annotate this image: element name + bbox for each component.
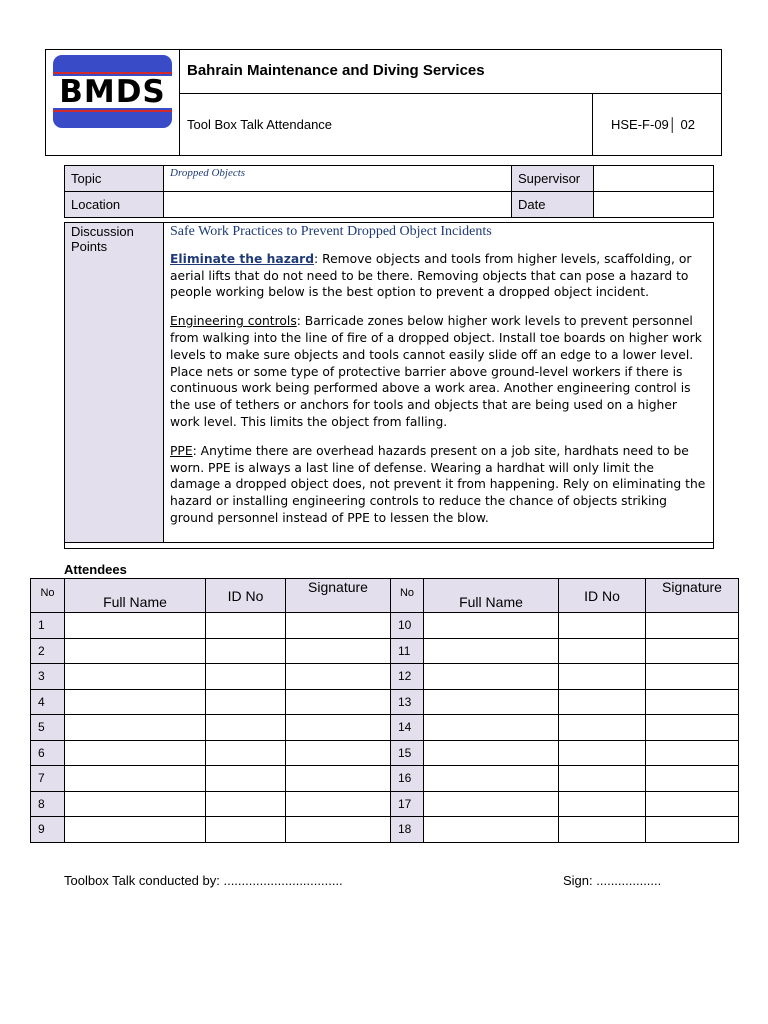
table-row bbox=[31, 740, 739, 766]
discussion-body bbox=[170, 224, 708, 539]
signature-cell[interactable] bbox=[646, 689, 739, 715]
topic-value[interactable]: Dropped Objects bbox=[164, 166, 512, 192]
header-id-no: ID No bbox=[559, 579, 646, 613]
table-row bbox=[31, 791, 739, 817]
row-number: 9 bbox=[31, 817, 65, 843]
row-number: 16 bbox=[391, 766, 424, 792]
id-no-cell[interactable] bbox=[206, 766, 286, 792]
logo-text: BMDS bbox=[59, 74, 166, 110]
full-name-cell[interactable] bbox=[65, 740, 206, 766]
signature-cell[interactable] bbox=[646, 613, 739, 639]
table-row bbox=[31, 715, 739, 741]
form-code: HSE-F-09│ 02 bbox=[611, 117, 695, 132]
id-no-cell[interactable] bbox=[206, 638, 286, 664]
discussion-section-ppe bbox=[170, 443, 708, 527]
header-full-name: Full Name bbox=[65, 579, 206, 613]
full-name-cell[interactable] bbox=[424, 689, 559, 715]
full-name-cell[interactable] bbox=[424, 613, 559, 639]
row-number: 10 bbox=[391, 613, 424, 639]
id-no-cell[interactable] bbox=[559, 689, 646, 715]
row-number: 17 bbox=[391, 791, 424, 817]
topic-info-table bbox=[64, 165, 714, 218]
full-name-cell[interactable] bbox=[65, 638, 206, 664]
section-heading: Engineering controls bbox=[170, 314, 297, 329]
row-number: 4 bbox=[31, 689, 65, 715]
id-no-cell[interactable] bbox=[559, 613, 646, 639]
signature-cell[interactable] bbox=[286, 638, 391, 664]
signature-cell[interactable] bbox=[286, 613, 391, 639]
full-name-cell[interactable] bbox=[424, 817, 559, 843]
row-number: 5 bbox=[31, 715, 65, 741]
signature-cell[interactable] bbox=[286, 817, 391, 843]
full-name-cell[interactable] bbox=[65, 766, 206, 792]
signature-cell[interactable] bbox=[646, 740, 739, 766]
row-number: 15 bbox=[391, 740, 424, 766]
header-id-no: ID No bbox=[206, 579, 286, 613]
section-text: : Anytime there are overhead hazards present on a job site, hardhats need to be worn. PPE is always a last line of defense. Wearing a hardhat will only limit the damage a dropped object does, not prevent it from happening. Rely on eliminating the hazard or installing engineering controls to reduce the chance of objects striking ground personnel instead of PPE to lessen the blow. bbox=[170, 443, 706, 525]
table-row bbox=[31, 638, 739, 664]
table-row bbox=[31, 689, 739, 715]
id-no-cell[interactable] bbox=[559, 791, 646, 817]
signature-cell[interactable] bbox=[286, 766, 391, 792]
location-value[interactable] bbox=[164, 192, 512, 218]
header-no: No bbox=[31, 579, 65, 613]
section-text: : Remove objects and tools from higher levels, scaffolding, or aerial lifts that do not need to be there. Removing objects that can pose a hazard to people working below is the best option to prevent a dropped object incident. bbox=[170, 251, 692, 300]
full-name-cell[interactable] bbox=[65, 613, 206, 639]
id-no-cell[interactable] bbox=[206, 791, 286, 817]
discussion-box bbox=[64, 222, 714, 549]
row-number: 12 bbox=[391, 664, 424, 690]
signature-cell[interactable] bbox=[286, 664, 391, 690]
signature-cell[interactable] bbox=[286, 689, 391, 715]
row-number: 3 bbox=[31, 664, 65, 690]
signature-cell[interactable] bbox=[646, 715, 739, 741]
id-no-cell[interactable] bbox=[559, 817, 646, 843]
id-no-cell[interactable] bbox=[559, 740, 646, 766]
header-signature: Signature bbox=[646, 579, 739, 613]
table-row bbox=[31, 664, 739, 690]
row-number: 8 bbox=[31, 791, 65, 817]
signature-cell[interactable] bbox=[646, 664, 739, 690]
attendees-title: Attendees bbox=[64, 562, 127, 577]
topic-label: Topic bbox=[65, 166, 164, 192]
header-no: No bbox=[391, 579, 424, 613]
full-name-cell[interactable] bbox=[424, 766, 559, 792]
full-name-cell[interactable] bbox=[65, 664, 206, 690]
supervisor-value[interactable] bbox=[594, 166, 714, 192]
section-text: : Barricade zones below higher work levels to prevent personnel from walking into the line of fire of a dropped object. Install toe boards on higher work levels to make sure objects and tools cannot easily slide off an edge to a lower level. Place nets or some type of protective barrier above ground-level workers if there is continuous work being performed above a work area. Another engineering control is the use of tethers or anchors for tools and objects that are being used on a higher work level. This limits the object from falling. bbox=[170, 314, 702, 429]
id-no-cell[interactable] bbox=[559, 638, 646, 664]
full-name-cell[interactable] bbox=[424, 740, 559, 766]
full-name-cell[interactable] bbox=[424, 638, 559, 664]
sign-line[interactable]: Sign: .................. bbox=[563, 873, 662, 888]
form-header bbox=[45, 49, 722, 156]
table-row bbox=[31, 766, 739, 792]
discussion-section-eliminate bbox=[170, 251, 708, 301]
row-number: 1 bbox=[31, 613, 65, 639]
id-no-cell[interactable] bbox=[559, 715, 646, 741]
signature-cell[interactable] bbox=[646, 766, 739, 792]
full-name-cell[interactable] bbox=[424, 715, 559, 741]
attendees-header-row bbox=[31, 579, 739, 613]
id-no-cell[interactable] bbox=[206, 715, 286, 741]
id-no-cell[interactable] bbox=[206, 613, 286, 639]
signature-cell[interactable] bbox=[286, 715, 391, 741]
full-name-cell[interactable] bbox=[65, 817, 206, 843]
signature-cell[interactable] bbox=[286, 740, 391, 766]
company-logo bbox=[53, 55, 172, 128]
row-number: 2 bbox=[31, 638, 65, 664]
company-name-cell bbox=[180, 50, 721, 94]
id-no-cell[interactable] bbox=[206, 740, 286, 766]
supervisor-label: Supervisor bbox=[512, 166, 594, 192]
form-title: Tool Box Talk Attendance bbox=[187, 117, 333, 132]
full-name-cell[interactable] bbox=[424, 791, 559, 817]
row-number: 18 bbox=[391, 817, 424, 843]
discussion-label: Discussion Points bbox=[65, 223, 164, 542]
row-number: 7 bbox=[31, 766, 65, 792]
id-no-cell[interactable] bbox=[206, 664, 286, 690]
id-no-cell[interactable] bbox=[206, 817, 286, 843]
row-number: 14 bbox=[391, 715, 424, 741]
signature-cell[interactable] bbox=[646, 791, 739, 817]
form-title-cell bbox=[180, 94, 593, 155]
full-name-cell[interactable] bbox=[424, 664, 559, 690]
form-code-cell bbox=[593, 94, 721, 155]
header-full-name: Full Name bbox=[424, 579, 559, 613]
row-number: 13 bbox=[391, 689, 424, 715]
full-name-cell[interactable] bbox=[65, 689, 206, 715]
full-name-cell[interactable] bbox=[65, 791, 206, 817]
id-no-cell[interactable] bbox=[559, 766, 646, 792]
attendees-table bbox=[30, 578, 739, 843]
full-name-cell[interactable] bbox=[65, 715, 206, 741]
id-no-cell[interactable] bbox=[206, 689, 286, 715]
table-row bbox=[31, 613, 739, 639]
header-signature: Signature bbox=[286, 579, 391, 613]
signature-cell[interactable] bbox=[286, 791, 391, 817]
discussion-subtitle: Safe Work Practices to Prevent Dropped Object Incidents bbox=[170, 224, 492, 239]
signature-cell[interactable] bbox=[646, 638, 739, 664]
divider bbox=[65, 542, 713, 543]
section-heading: PPE bbox=[170, 443, 193, 458]
date-value[interactable] bbox=[594, 192, 714, 218]
date-label: Date bbox=[512, 192, 594, 218]
logo-cell bbox=[46, 50, 180, 155]
section-heading: Eliminate the hazard bbox=[170, 251, 315, 266]
row-number: 11 bbox=[391, 638, 424, 664]
table-row bbox=[31, 817, 739, 843]
company-name: Bahrain Maintenance and Diving Services bbox=[187, 62, 485, 79]
signature-cell[interactable] bbox=[646, 817, 739, 843]
conducted-by-line[interactable]: Toolbox Talk conducted by: ................................. bbox=[64, 873, 343, 888]
location-label: Location bbox=[65, 192, 164, 218]
row-number: 6 bbox=[31, 740, 65, 766]
id-no-cell[interactable] bbox=[559, 664, 646, 690]
discussion-section-engineering bbox=[170, 313, 708, 431]
